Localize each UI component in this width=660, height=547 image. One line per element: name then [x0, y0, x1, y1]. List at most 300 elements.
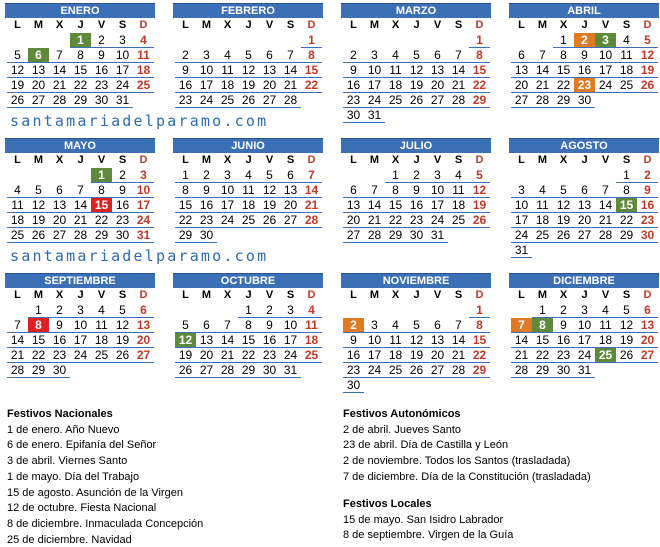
day-cell: 30 — [574, 93, 595, 108]
day-cell: 24 — [511, 228, 532, 243]
weekday-label: D — [139, 19, 148, 31]
day-cell: 9 — [637, 183, 658, 198]
day-cell: 18 — [133, 63, 154, 78]
weekday-label: J — [245, 154, 252, 166]
day-cell: 31 — [364, 108, 385, 123]
legend-item: 8 de septiembre. Virgen de la Guía — [343, 529, 514, 542]
day-cell: 10 — [112, 48, 133, 63]
day-cell: 12 — [469, 183, 490, 198]
day-cell: 20 — [427, 348, 448, 363]
day-cell: 27 — [574, 228, 595, 243]
weekday-label: X — [223, 289, 232, 301]
day-cell: 14 — [364, 198, 385, 213]
day-cell: 15 — [238, 333, 259, 348]
day-cell: 21 — [364, 213, 385, 228]
day-cell: 13 — [28, 63, 49, 78]
day-cell: 22 — [70, 78, 91, 93]
weekday-label: D — [643, 154, 652, 166]
weekday-label: X — [559, 19, 568, 31]
day-cell: 25 — [238, 213, 259, 228]
month-name: MARZO — [341, 3, 491, 18]
weekday-label: M — [201, 154, 212, 166]
empty-cell — [532, 33, 553, 48]
day-cell: 20 — [511, 78, 532, 93]
day-cell: 3 — [364, 318, 385, 333]
day-cell: 20 — [196, 348, 217, 363]
empty-cell — [364, 33, 385, 48]
day-cell: 16 — [343, 78, 364, 93]
day-cell: 21 — [511, 348, 532, 363]
day-cell: 24 — [364, 93, 385, 108]
day-cell: 16 — [91, 63, 112, 78]
weekday-label: S — [454, 154, 463, 166]
day-cell: 20 — [28, 78, 49, 93]
day-cell: 4 — [91, 303, 112, 318]
national-holiday-cell: 1 — [91, 168, 112, 183]
empty-cell — [196, 33, 217, 48]
day-cell: 12 — [616, 318, 637, 333]
day-cell: 27 — [133, 348, 154, 363]
day-cell: 7 — [217, 318, 238, 333]
regional-holiday-cell: 2 — [574, 33, 595, 48]
empty-cell — [28, 168, 49, 183]
day-cell: 28 — [7, 363, 28, 378]
day-cell: 29 — [616, 228, 637, 243]
day-cell: 18 — [385, 348, 406, 363]
month-calendar — [509, 138, 659, 258]
day-cell: 2 — [175, 48, 196, 63]
day-cell: 1 — [553, 33, 574, 48]
day-cell: 21 — [448, 78, 469, 93]
day-cell: 2 — [637, 168, 658, 183]
day-cell: 26 — [259, 213, 280, 228]
day-cell: 27 — [637, 348, 658, 363]
national-holiday-cell: 12 — [175, 333, 196, 348]
day-cell: 10 — [427, 183, 448, 198]
day-cell: 5 — [28, 183, 49, 198]
day-cell: 7 — [532, 48, 553, 63]
empty-cell — [595, 168, 616, 183]
day-cell: 25 — [616, 78, 637, 93]
day-cell: 10 — [364, 63, 385, 78]
day-cell: 7 — [595, 183, 616, 198]
day-cell: 12 — [406, 333, 427, 348]
day-cell: 1 — [469, 303, 490, 318]
day-cell: 13 — [427, 63, 448, 78]
day-cell: 8 — [70, 48, 91, 63]
day-cell: 9 — [259, 318, 280, 333]
weekday-label: V — [265, 19, 274, 31]
day-cell: 2 — [343, 48, 364, 63]
day-cell: 10 — [595, 48, 616, 63]
day-cell: 27 — [49, 228, 70, 243]
weekday-label: M — [369, 19, 380, 31]
weekday-label: L — [518, 19, 525, 31]
day-cell: 1 — [301, 33, 322, 48]
day-cell: 9 — [553, 318, 574, 333]
day-cell: 30 — [91, 93, 112, 108]
day-grid — [511, 18, 659, 108]
day-cell: 11 — [91, 318, 112, 333]
day-cell: 17 — [112, 63, 133, 78]
day-cell: 2 — [112, 168, 133, 183]
day-cell: 18 — [91, 333, 112, 348]
empty-cell — [7, 33, 28, 48]
day-cell: 24 — [280, 348, 301, 363]
day-cell: 22 — [385, 213, 406, 228]
empty-cell — [385, 33, 406, 48]
day-cell: 27 — [28, 93, 49, 108]
day-cell: 4 — [238, 168, 259, 183]
day-cell: 6 — [574, 183, 595, 198]
day-cell: 11 — [595, 318, 616, 333]
national-holiday-cell: 1 — [70, 33, 91, 48]
weekday-label: D — [643, 289, 652, 301]
day-cell: 23 — [406, 213, 427, 228]
day-cell: 15 — [385, 198, 406, 213]
weekday-label: L — [350, 154, 357, 166]
weekday-label: X — [391, 19, 400, 31]
day-cell: 4 — [616, 33, 637, 48]
month-name: OCTUBRE — [173, 273, 323, 288]
day-grid — [343, 18, 491, 123]
day-grid — [175, 18, 323, 108]
day-cell: 19 — [406, 348, 427, 363]
day-cell: 13 — [49, 198, 70, 213]
day-cell: 14 — [595, 198, 616, 213]
day-cell: 29 — [532, 363, 553, 378]
day-cell: 25 — [91, 348, 112, 363]
legend-title: Festivos Locales — [343, 498, 432, 510]
empty-cell — [343, 303, 364, 318]
day-cell: 8 — [301, 48, 322, 63]
day-cell: 13 — [280, 183, 301, 198]
month-name: JUNIO — [173, 138, 323, 153]
day-cell: 5 — [406, 318, 427, 333]
national-holiday-cell: 25 — [595, 348, 616, 363]
day-cell: 23 — [637, 213, 658, 228]
day-cell: 11 — [448, 183, 469, 198]
day-cell: 4 — [595, 303, 616, 318]
day-cell: 24 — [427, 213, 448, 228]
day-cell: 26 — [7, 93, 28, 108]
day-cell: 8 — [91, 183, 112, 198]
day-cell: 16 — [196, 198, 217, 213]
day-cell: 1 — [385, 168, 406, 183]
regional-holiday-cell: 2 — [343, 318, 364, 333]
day-cell: 23 — [196, 213, 217, 228]
weekday-label: X — [559, 154, 568, 166]
day-cell: 22 — [553, 78, 574, 93]
day-cell: 13 — [637, 318, 658, 333]
weekday-label: D — [643, 19, 652, 31]
day-cell: 20 — [133, 333, 154, 348]
weekday-label: V — [601, 19, 610, 31]
day-cell: 24 — [112, 78, 133, 93]
day-cell: 16 — [553, 333, 574, 348]
day-cell: 10 — [280, 318, 301, 333]
day-cell: 28 — [511, 363, 532, 378]
day-grid — [175, 288, 323, 378]
empty-cell — [217, 33, 238, 48]
empty-cell — [49, 33, 70, 48]
day-cell: 9 — [343, 63, 364, 78]
day-cell: 18 — [301, 333, 322, 348]
day-cell: 23 — [112, 213, 133, 228]
day-cell: 14 — [49, 63, 70, 78]
weekday-label: M — [201, 19, 212, 31]
day-cell: 11 — [301, 318, 322, 333]
day-cell: 28 — [301, 213, 322, 228]
day-cell: 31 — [574, 363, 595, 378]
empty-cell — [49, 168, 70, 183]
month-name: FEBRERO — [173, 3, 323, 18]
day-cell: 1 — [238, 303, 259, 318]
weekday-label: X — [391, 154, 400, 166]
weekday-label: V — [97, 19, 106, 31]
empty-cell — [7, 168, 28, 183]
day-cell: 28 — [448, 363, 469, 378]
month-calendar — [341, 273, 491, 393]
day-cell: 27 — [427, 363, 448, 378]
day-cell: 2 — [553, 303, 574, 318]
day-cell: 18 — [385, 78, 406, 93]
day-grid — [7, 153, 155, 243]
day-cell: 26 — [637, 78, 658, 93]
day-cell: 29 — [28, 363, 49, 378]
weekday-label: L — [182, 19, 189, 31]
empty-cell — [448, 33, 469, 48]
day-cell: 6 — [259, 48, 280, 63]
month-calendar — [173, 138, 323, 243]
weekday-label: L — [182, 289, 189, 301]
weekday-label: S — [118, 19, 127, 31]
day-cell: 12 — [553, 198, 574, 213]
day-grid — [343, 288, 491, 393]
day-cell: 29 — [469, 93, 490, 108]
day-cell: 5 — [553, 183, 574, 198]
month-calendar — [5, 3, 155, 108]
day-grid — [7, 288, 155, 378]
day-cell: 13 — [511, 63, 532, 78]
day-cell: 27 — [280, 213, 301, 228]
day-cell: 4 — [532, 183, 553, 198]
day-cell: 28 — [49, 93, 70, 108]
legend-item: 12 de octubre. Fiesta Nacional — [7, 502, 157, 515]
day-cell: 27 — [196, 363, 217, 378]
weekday-label: M — [33, 154, 44, 166]
day-cell: 23 — [91, 78, 112, 93]
day-cell: 17 — [511, 213, 532, 228]
legend-item: 2 de abril. Jueves Santo — [343, 423, 462, 436]
weekday-label: S — [622, 154, 631, 166]
weekday-label: S — [118, 154, 127, 166]
weekday-label: S — [286, 289, 295, 301]
day-cell: 20 — [637, 333, 658, 348]
empty-cell — [259, 33, 280, 48]
legend-item: 23 de abril. Día de Castilla y León — [343, 439, 509, 452]
day-cell: 26 — [553, 228, 574, 243]
legend-national-holidays — [7, 407, 327, 547]
day-cell: 24 — [595, 78, 616, 93]
day-cell: 1 — [469, 33, 490, 48]
day-cell: 14 — [280, 63, 301, 78]
empty-cell — [511, 33, 532, 48]
weekday-label: L — [518, 154, 525, 166]
day-cell: 18 — [616, 63, 637, 78]
day-cell: 15 — [28, 333, 49, 348]
day-cell: 29 — [175, 228, 196, 243]
day-cell: 17 — [427, 198, 448, 213]
day-cell: 14 — [70, 198, 91, 213]
day-cell: 16 — [175, 78, 196, 93]
weekday-label: M — [537, 154, 548, 166]
day-cell: 17 — [217, 198, 238, 213]
weekday-label: L — [350, 19, 357, 31]
day-cell: 9 — [196, 183, 217, 198]
day-cell: 20 — [574, 213, 595, 228]
weekday-label: J — [245, 289, 252, 301]
month-name: NOVIEMBRE — [341, 273, 491, 288]
day-cell: 9 — [574, 48, 595, 63]
national-holiday-cell: 8 — [532, 318, 553, 333]
day-cell: 11 — [238, 183, 259, 198]
day-cell: 28 — [217, 363, 238, 378]
day-cell: 14 — [511, 333, 532, 348]
weekday-label: S — [118, 289, 127, 301]
day-cell: 28 — [280, 93, 301, 108]
day-cell: 17 — [595, 63, 616, 78]
day-cell: 17 — [574, 333, 595, 348]
day-cell: 21 — [217, 348, 238, 363]
day-cell: 20 — [259, 78, 280, 93]
legend-title: Festivos Autonómicos — [343, 408, 461, 420]
day-cell: 9 — [112, 183, 133, 198]
day-cell: 29 — [469, 363, 490, 378]
day-cell: 16 — [574, 63, 595, 78]
day-cell: 23 — [49, 348, 70, 363]
day-cell: 29 — [238, 363, 259, 378]
empty-cell — [406, 303, 427, 318]
weekday-label: S — [622, 19, 631, 31]
weekday-label: D — [139, 154, 148, 166]
day-cell: 21 — [7, 348, 28, 363]
day-cell: 19 — [637, 63, 658, 78]
empty-cell — [364, 168, 385, 183]
day-cell: 5 — [238, 48, 259, 63]
national-holiday-cell: 15 — [616, 198, 637, 213]
day-cell: 15 — [532, 333, 553, 348]
day-cell: 1 — [532, 303, 553, 318]
month-calendar — [5, 138, 155, 243]
empty-cell — [553, 168, 574, 183]
day-cell: 10 — [196, 63, 217, 78]
day-cell: 24 — [70, 348, 91, 363]
day-cell: 6 — [280, 168, 301, 183]
month-calendar — [509, 273, 659, 378]
weekday-label: V — [97, 154, 106, 166]
day-cell: 19 — [259, 198, 280, 213]
day-cell: 25 — [217, 93, 238, 108]
day-cell: 12 — [112, 318, 133, 333]
weekday-label: V — [433, 19, 442, 31]
weekday-label: X — [391, 289, 400, 301]
empty-cell — [28, 33, 49, 48]
day-cell: 3 — [511, 183, 532, 198]
day-cell: 24 — [574, 348, 595, 363]
day-cell: 22 — [301, 78, 322, 93]
day-cell: 8 — [469, 318, 490, 333]
day-cell: 1 — [28, 303, 49, 318]
day-cell: 28 — [532, 93, 553, 108]
day-cell: 9 — [49, 318, 70, 333]
empty-cell — [406, 33, 427, 48]
day-cell: 21 — [595, 213, 616, 228]
day-cell: 16 — [343, 348, 364, 363]
day-cell: 6 — [343, 183, 364, 198]
weekday-label: J — [581, 154, 588, 166]
day-cell: 5 — [406, 48, 427, 63]
day-cell: 12 — [7, 63, 28, 78]
day-cell: 12 — [637, 48, 658, 63]
day-cell: 19 — [469, 198, 490, 213]
day-cell: 24 — [217, 213, 238, 228]
empty-cell — [175, 303, 196, 318]
day-cell: 7 — [448, 318, 469, 333]
day-cell: 26 — [238, 93, 259, 108]
day-cell: 10 — [364, 333, 385, 348]
day-cell: 8 — [385, 183, 406, 198]
day-cell: 4 — [301, 303, 322, 318]
day-cell: 4 — [217, 48, 238, 63]
day-cell: 3 — [70, 303, 91, 318]
day-cell: 25 — [385, 93, 406, 108]
month-name: JULIO — [341, 138, 491, 153]
day-cell: 15 — [553, 63, 574, 78]
day-cell: 6 — [427, 318, 448, 333]
day-cell: 11 — [133, 48, 154, 63]
weekday-label: L — [182, 154, 189, 166]
day-cell: 28 — [364, 228, 385, 243]
day-cell: 26 — [469, 213, 490, 228]
day-cell: 31 — [133, 228, 154, 243]
weekday-label: J — [77, 289, 84, 301]
day-cell: 17 — [196, 78, 217, 93]
empty-cell — [511, 303, 532, 318]
day-cell: 3 — [364, 48, 385, 63]
empty-cell — [448, 303, 469, 318]
day-cell: 11 — [532, 198, 553, 213]
local-holiday-cell: 15 — [91, 198, 112, 213]
day-cell: 13 — [259, 63, 280, 78]
day-cell: 10 — [133, 183, 154, 198]
day-cell: 8 — [469, 48, 490, 63]
day-cell: 13 — [196, 333, 217, 348]
day-cell: 25 — [532, 228, 553, 243]
website-watermark: santamariadelparamo.com — [10, 247, 269, 265]
day-cell: 6 — [637, 303, 658, 318]
legend-item: 1 de mayo. Día del Trabajo — [7, 470, 140, 483]
weekday-label: J — [245, 19, 252, 31]
weekday-label: J — [77, 19, 84, 31]
day-cell: 31 — [511, 243, 532, 258]
day-cell: 23 — [259, 348, 280, 363]
month-name: MAYO — [5, 138, 155, 153]
day-cell: 19 — [28, 213, 49, 228]
day-cell: 25 — [7, 228, 28, 243]
day-cell: 5 — [637, 33, 658, 48]
day-cell: 7 — [70, 183, 91, 198]
